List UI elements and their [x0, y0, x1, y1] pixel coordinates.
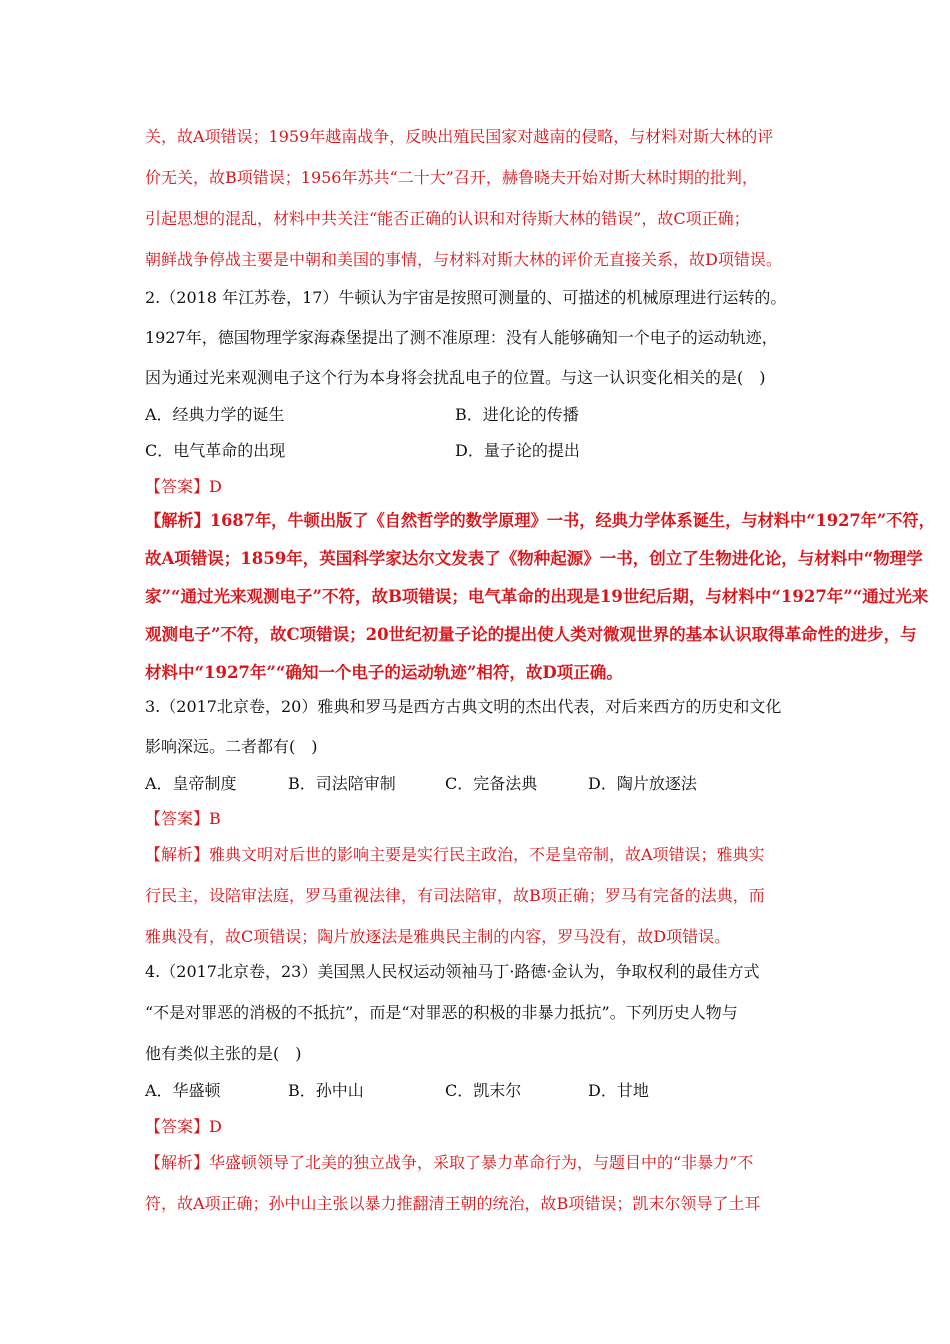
analysis-line: 家”“通过光来观测电子”不符，故B项错误；电气革命的出现是19世纪后期，与材料中“1927年”“通过光来 — [145, 587, 929, 606]
question-stem: 3.（2017北京卷，20）雅典和罗马是西方古典文明的杰出代表，对后来西方的历史和文化 — [145, 697, 782, 716]
question-stem: 2.（2018 年江苏卷，17）牛顿认为宇宙是按照可测量的、可描述的机械原理进行运转的。 — [145, 288, 787, 307]
option-d: D．量子论的提出 — [455, 441, 580, 460]
answer-label: 【答案】D — [145, 477, 222, 496]
option-a: A．华盛顿 — [145, 1081, 221, 1100]
option-d: D．陶片放逐法 — [588, 774, 697, 793]
analysis-line: 行民主，设陪审法庭，罗马重视法律，有司法陪审，故B项正确；罗马有完备的法典，而 — [145, 886, 765, 905]
option-d: D．甘地 — [588, 1081, 649, 1100]
analysis-line: 【解析】雅典文明对后世的影响主要是实行民主政治，不是皇帝制，故A项错误；雅典实 — [145, 845, 765, 864]
analysis-line: 故A项错误；1859年，英国科学家达尔文发表了《物种起源》一书，创立了生物进化论，与材料中“物理学 — [145, 549, 923, 568]
option-c: C．凯末尔 — [445, 1081, 522, 1100]
question-stem: “不是对罪恶的消极的不抵抗”，而是“对罪恶的积极的非暴力抵抗”。下列历史人物与 — [145, 1003, 738, 1022]
option-c: C．完备法典 — [445, 774, 538, 793]
question-stem: 影响深远。二者都有( ) — [145, 737, 318, 756]
analysis-line: 雅典没有，故C项错误；陶片放逐法是雅典民主制的内容，罗马没有，故D项错误。 — [145, 927, 731, 946]
analysis-line: 【解析】华盛顿领导了北美的独立战争，采取了暴力革命行为，与题目中的“非暴力”不 — [145, 1153, 754, 1172]
option-a: A．皇帝制度 — [145, 774, 237, 793]
analysis-line: 朝鲜战争停战主要是中朝和美国的事情，与材料对斯大林的评价无直接关系，故D项错误。 — [145, 250, 782, 269]
option-b: B．孙中山 — [288, 1081, 364, 1100]
option-a: A．经典力学的诞生 — [145, 405, 285, 424]
analysis-line: 价无关，故B项错误；1956年苏共“二十大”召开，赫鲁晓夫开始对斯大林时期的批判， — [145, 168, 758, 187]
analysis-line: 引起思想的混乱，材料中共关注“能否正确的认识和对待斯大林的错误”，故C项正确； — [145, 209, 750, 228]
analysis-line: 关，故A项错误；1959年越南战争，反映出殖民国家对越南的侵略，与材料对斯大林的评 — [145, 127, 774, 146]
analysis-line: 【解析】1687年，牛顿出版了《自然哲学的数学原理》一书，经典力学体系诞生，与材料中“1927年”不符， — [145, 511, 935, 530]
question-stem: 4.（2017北京卷，23）美国黑人民权运动领袖马丁·路德·金认为，争取权利的最佳方式 — [145, 962, 760, 981]
analysis-line: 符，故A项正确；孙中山主张以暴力推翻清王朝的统治，故B项错误；凯末尔领导了土耳 — [145, 1194, 761, 1213]
option-b: B．司法陪审制 — [288, 774, 396, 793]
option-b: B．进化论的传播 — [455, 405, 579, 424]
analysis-line: 观测电子”不符，故C项错误；20世纪初量子论的提出使人类对微观世界的基本认识取得革命性的进步，与 — [145, 625, 917, 644]
analysis-line: 材料中“1927年”“确知一个电子的运动轨迹”相符，故D项正确。 — [145, 663, 623, 682]
answer-label: 【答案】D — [145, 1117, 222, 1136]
question-stem: 他有类似主张的是( ) — [145, 1044, 302, 1063]
answer-label: 【答案】B — [145, 809, 221, 828]
question-stem: 1927年，德国物理学家海森堡提出了测不准原理：没有人能够确知一个电子的运动轨迹， — [145, 328, 778, 347]
question-stem: 因为通过光来观测电子这个行为本身将会扰乱电子的位置。与这一认识变化相关的是( ) — [145, 368, 766, 387]
option-c: C．电气革命的出现 — [145, 441, 286, 460]
